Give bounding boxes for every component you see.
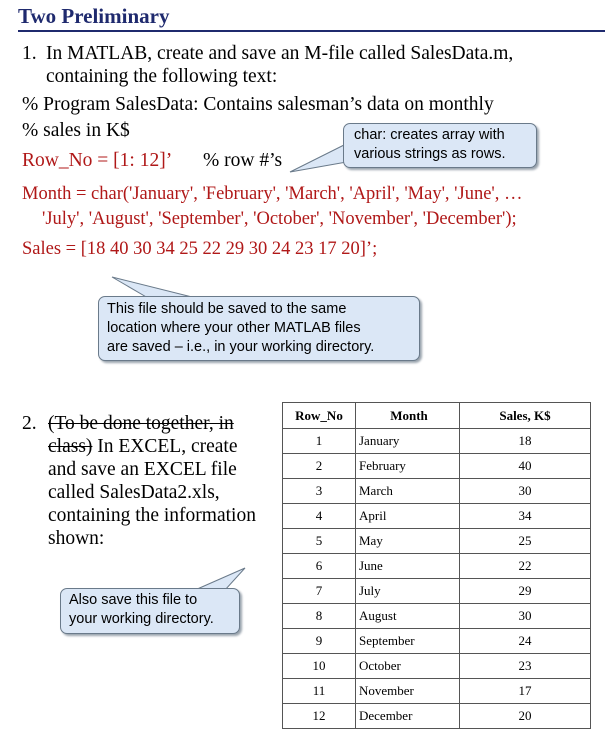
code-sales: Sales = [18 40 30 34 25 22 29 30 24 23 17 20]’; [22, 239, 378, 259]
code-row-no: Row_No = [1: 12]’ [22, 150, 173, 171]
header-sales: Sales, K$ [460, 403, 591, 429]
table-row [283, 679, 591, 704]
cell-month: July [356, 579, 460, 604]
cell-month: March [356, 479, 460, 504]
code-comment-line2: % sales in K$ [22, 120, 130, 141]
header-month: Month [356, 403, 460, 429]
cell-row-no: 1 [283, 429, 356, 454]
cell-month: December [356, 704, 460, 729]
item2-line4: called SalesData2.xls, [48, 482, 220, 503]
excel-callout-pointer [195, 568, 245, 590]
cell-sales: 22 [460, 554, 591, 579]
cell-row-no: 6 [283, 554, 356, 579]
sales-table [282, 402, 591, 729]
cell-sales: 30 [460, 479, 591, 504]
save-callout-line2: location where your other MATLAB files [107, 320, 361, 336]
cell-sales: 17 [460, 679, 591, 704]
char-callout-line1: char: creates array with [354, 127, 505, 143]
cell-month: August [356, 604, 460, 629]
cell-sales: 18 [460, 429, 591, 454]
excel-callout-line2: your working directory. [69, 611, 214, 627]
excel-callout-line1: Also save this file to [69, 592, 198, 608]
table-row [283, 429, 591, 454]
cell-sales: 40 [460, 454, 591, 479]
cell-month: November [356, 679, 460, 704]
cell-month: June [356, 554, 460, 579]
table-row [283, 604, 591, 629]
cell-sales: 34 [460, 504, 591, 529]
cell-month: October [356, 654, 460, 679]
cell-month: January [356, 429, 460, 454]
cell-sales: 20 [460, 704, 591, 729]
cell-month: February [356, 454, 460, 479]
cell-row-no: 3 [283, 479, 356, 504]
item1-number: 1. [22, 43, 37, 64]
item2-strike-line1: (To be done together, in [48, 413, 234, 434]
cell-row-no: 9 [283, 629, 356, 654]
cell-row-no: 8 [283, 604, 356, 629]
code-comment-line1: % Program SalesData: Contains salesman’s data on monthly [22, 94, 494, 115]
table-row [283, 554, 591, 579]
table-row [283, 454, 591, 479]
item2-line2-rest: In EXCEL, create [92, 436, 238, 457]
item1-text-line2: containing the following text: [46, 66, 278, 87]
page-title: Two Preliminary [18, 4, 170, 28]
item2-line5: containing the information [48, 505, 256, 526]
table-row [283, 529, 591, 554]
item2-strike-line2: class) [48, 436, 93, 457]
table-row [283, 654, 591, 679]
table-row [283, 504, 591, 529]
save-location-callout [98, 296, 420, 361]
item2-line6: shown: [48, 528, 105, 549]
cell-month: September [356, 629, 460, 654]
save-callout-line3: are saved – i.e., in your working directory. [107, 339, 375, 355]
cell-row-no: 10 [283, 654, 356, 679]
table-header-row [283, 403, 591, 429]
cell-sales: 24 [460, 629, 591, 654]
cell-row-no: 4 [283, 504, 356, 529]
excel-save-callout [60, 588, 240, 634]
cell-row-no: 11 [283, 679, 356, 704]
char-callout [343, 123, 537, 168]
header-row-no: Row_No [283, 403, 356, 429]
table-row [283, 479, 591, 504]
item2-line2 [48, 436, 238, 458]
table-row [283, 704, 591, 729]
cell-row-no: 7 [283, 579, 356, 604]
cell-month: April [356, 504, 460, 529]
cell-sales: 30 [460, 604, 591, 629]
table-row [283, 629, 591, 654]
cell-sales: 25 [460, 529, 591, 554]
table-row [283, 579, 591, 604]
code-row-comment: % row #’s [203, 150, 283, 171]
cell-sales: 23 [460, 654, 591, 679]
code-month-line1: Month = char('January', 'February', 'March', 'April', 'May', 'June', … [22, 184, 523, 204]
cell-sales: 29 [460, 579, 591, 604]
cell-month: May [356, 529, 460, 554]
item2-line3: and save an EXCEL file [48, 459, 237, 480]
item2-number: 2. [22, 413, 37, 434]
cell-row-no: 12 [283, 704, 356, 729]
item1-text-line1: In MATLAB, create and save an M-file called SalesData.m, [46, 43, 514, 64]
char-callout-line2: various strings as rows. [354, 146, 506, 162]
code-month-line2: 'July', 'August', 'September', 'October', 'November', 'December'); [42, 209, 517, 229]
save-callout-line1: This file should be saved to the same [107, 301, 347, 317]
cell-row-no: 2 [283, 454, 356, 479]
cell-row-no: 5 [283, 529, 356, 554]
save-callout-pointer [112, 277, 196, 298]
